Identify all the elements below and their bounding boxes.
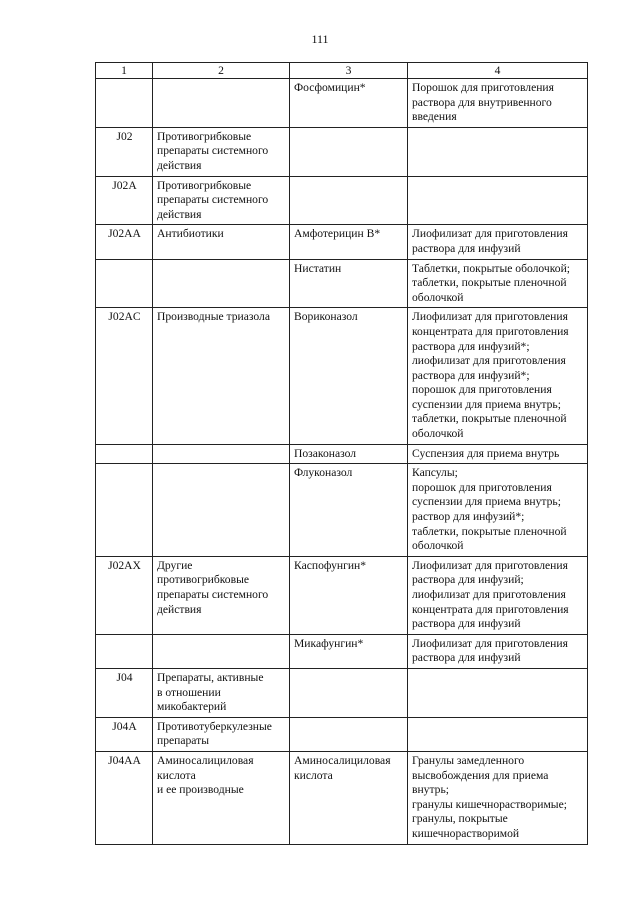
table-row [96, 464, 588, 557]
header-row [96, 63, 588, 79]
column-header-4: 4 [408, 63, 588, 79]
group-cell [153, 464, 290, 557]
drug-cell: Флуконазол [290, 464, 408, 557]
drug-cell [290, 127, 408, 176]
code-cell: J04 [96, 668, 153, 717]
group-cell [153, 259, 290, 308]
drug-cell: Позаконазол [290, 444, 408, 464]
code-cell: J02AA [96, 225, 153, 259]
group-cell [153, 79, 290, 128]
code-cell: J02 [96, 127, 153, 176]
table-row [96, 308, 588, 444]
code-cell: J02AX [96, 556, 153, 634]
table-row [96, 668, 588, 717]
table-row [96, 751, 588, 844]
code-cell: J02A [96, 176, 153, 225]
group-cell [153, 634, 290, 668]
table-row [96, 444, 588, 464]
table-body [96, 79, 588, 845]
dosage-form-cell: Гранулы замедленного высвобождения для приема внутрь; гранулы кишечнорастворимые; гранулы, покрытые кишечнорастворимой [408, 751, 588, 844]
table-row [96, 634, 588, 668]
code-cell [96, 444, 153, 464]
code-cell [96, 464, 153, 557]
dosage-form-cell: Таблетки, покрытые оболочкой; таблетки, покрытые пленочной оболочкой [408, 259, 588, 308]
group-cell [153, 444, 290, 464]
table-row [96, 127, 588, 176]
code-cell [96, 634, 153, 668]
drug-cell [290, 176, 408, 225]
group-cell: Противогрибковые препараты системного действия [153, 127, 290, 176]
table-row [96, 176, 588, 225]
group-cell: Противотуберкулезные препараты [153, 717, 290, 751]
dosage-form-cell [408, 127, 588, 176]
group-cell: Производные триазола [153, 308, 290, 444]
column-header-3: 3 [290, 63, 408, 79]
table-row [96, 225, 588, 259]
column-header-2: 2 [153, 63, 290, 79]
drug-cell: Нистатин [290, 259, 408, 308]
group-cell: Препараты, активные в отношении микобактерий [153, 668, 290, 717]
code-cell: J02AC [96, 308, 153, 444]
group-cell: Противогрибковые препараты системного действия [153, 176, 290, 225]
table-row [96, 717, 588, 751]
drug-cell [290, 717, 408, 751]
table-row [96, 556, 588, 634]
dosage-form-cell: Порошок для приготовления раствора для внутривенного введения [408, 79, 588, 128]
drug-cell: Амфотерицин В* [290, 225, 408, 259]
drug-cell: Фосфомицин* [290, 79, 408, 128]
drug-cell [290, 668, 408, 717]
dosage-form-cell [408, 176, 588, 225]
dosage-form-cell: Лиофилизат для приготовления концентрата для приготовления раствора для инфузий*; лиофилизат для приготовления раствора для инфузий*; порошок для приготовления суспензии для приема внутрь; таблетки, покрытые пленочной оболочкой [408, 308, 588, 444]
page-number: 111 [311, 32, 329, 46]
dosage-form-cell: Лиофилизат для приготовления раствора для инфузий [408, 225, 588, 259]
code-cell [96, 259, 153, 308]
dosage-form-cell [408, 717, 588, 751]
dosage-form-cell [408, 668, 588, 717]
group-cell: Аминосалициловая кислота и ее производные [153, 751, 290, 844]
drug-cell: Микафунгин* [290, 634, 408, 668]
table-row [96, 79, 588, 128]
dosage-form-cell: Лиофилизат для приготовления раствора для инфузий; лиофилизат для приготовления концентрата для приготовления раствора для инфузий [408, 556, 588, 634]
code-cell [96, 79, 153, 128]
column-header-1: 1 [96, 63, 153, 79]
drug-table [95, 62, 588, 845]
dosage-form-cell: Капсулы; порошок для приготовления суспензии для приема внутрь; раствор для инфузий*; таблетки, покрытые пленочной оболочкой [408, 464, 588, 557]
code-cell: J04A [96, 717, 153, 751]
group-cell: Другие противогрибковые препараты системного действия [153, 556, 290, 634]
dosage-form-cell: Суспензия для приема внутрь [408, 444, 588, 464]
dosage-form-cell: Лиофилизат для приготовления раствора для инфузий [408, 634, 588, 668]
drug-cell: Каспофунгин* [290, 556, 408, 634]
drug-cell: Аминосалициловая кислота [290, 751, 408, 844]
drug-cell: Вориконазол [290, 308, 408, 444]
code-cell: J04AA [96, 751, 153, 844]
table-row [96, 259, 588, 308]
group-cell: Антибиотики [153, 225, 290, 259]
